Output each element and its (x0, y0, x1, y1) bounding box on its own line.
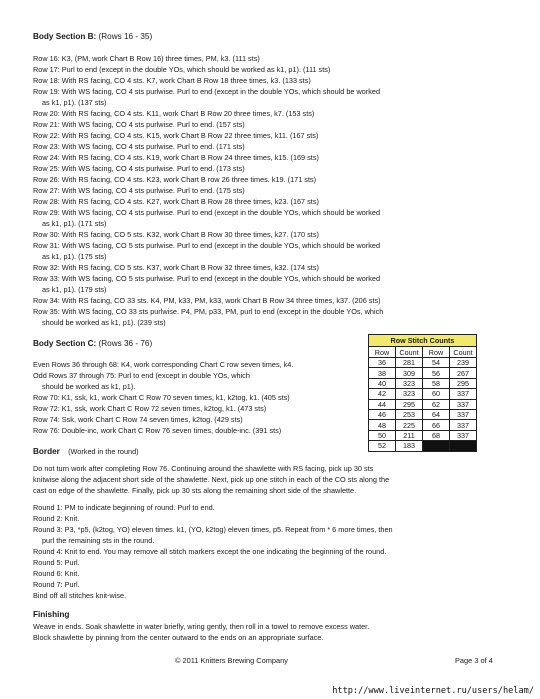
table-cell: 56 (423, 368, 450, 378)
table-title: Row Stitch Counts (369, 335, 477, 347)
table-row (369, 420, 477, 430)
pattern-line: Row 21: With WS facing, CO 4 sts purlwise. Purl to end. (157 sts) (33, 120, 245, 129)
table-cell: 295 (450, 378, 477, 388)
pattern-line: Odd Rows 37 through 75: Purl to end (except in double YOs, which (33, 371, 250, 380)
table-cell: 36 (369, 358, 396, 368)
pattern-line: Row 31: With WS facing, CO 5 sts purlwise. Purl to end (except in the double YOs, which should be worked (33, 241, 381, 250)
table-cell: 42 (369, 389, 396, 399)
table-cell: 38 (369, 368, 396, 378)
border-subtitle: (Worked in the round) (68, 447, 139, 456)
pattern-line: Row 35: With WS facing, CO 33 sts purlwise. P4, PM, p33, PM, purl to end (except in the double YOs, which (33, 307, 384, 316)
table-cell: 239 (450, 358, 477, 368)
table-row (369, 389, 477, 399)
table-cell: 40 (369, 378, 396, 388)
pattern-line: purl the remaining sts in the round. (42, 536, 155, 545)
pattern-line: Round 3: P3, *p5, (k2tog, YO) eleven times. k1, (YO, k2tog) eleven times, p5. Repeat from * 6 more times, then (33, 525, 393, 534)
pattern-line: as k1, p1). (171 sts) (42, 219, 107, 228)
pattern-line: Row 32: With RS facing, CO 5 sts. K37, work Chart B Row 32 three times, k32. (174 sts) (33, 263, 319, 272)
pattern-line: Row 76: Double-inc, work Chart C Row 76 seven times, double-inc. (391 sts) (33, 426, 282, 435)
column-header: Count (396, 347, 423, 358)
pattern-line: Row 29: With WS facing, CO 4 sts purlwise. Purl to end (except in the double YOs, which should be worked (33, 208, 381, 217)
table-cell: 62 (423, 399, 450, 409)
table-cell: 253 (396, 409, 423, 419)
section-b-rows: (Rows 16 - 35) (98, 32, 153, 41)
pattern-line: Row 20: With RS facing, CO 4 sts. K11, work Chart B Row 20 three times, k7. (153 sts) (33, 109, 315, 118)
table-cell: 337 (450, 389, 477, 399)
table-cell: 50 (369, 430, 396, 440)
table-row (369, 378, 477, 388)
pattern-line: Even Rows 36 through 68: K4, work corresponding Chart C row seven times, k4. (33, 360, 294, 369)
pattern-line: Block shawlette by pinning from the center outward to the ends on an appropriate surface. (33, 633, 324, 642)
page-number: Page 3 of 4 (455, 656, 493, 665)
border-heading (33, 447, 139, 456)
section-c-title: Body Section C: (33, 339, 97, 348)
section-c-rows: (Rows 36 - 76) (98, 339, 153, 348)
border-title: Border (33, 447, 60, 456)
row-stitch-counts-table (368, 334, 477, 452)
pattern-line: Weave in ends. Soak shawlette in water briefly, wring gently, then roll in a towel to remove excess water. (33, 622, 370, 631)
pattern-line: Round 1: PM to indicate beginning of round. Purl to end. (33, 503, 215, 512)
pattern-line: Row 19: With WS facing, CO 4 sts purlwise. Purl to end (except in the double YOs, which should be worked (33, 87, 381, 96)
table-row (369, 368, 477, 378)
table-cell: 66 (423, 420, 450, 430)
table-cell: 44 (369, 399, 396, 409)
table-cell: 337 (450, 420, 477, 430)
column-header: Row (423, 347, 450, 358)
table-cell: 267 (450, 368, 477, 378)
pattern-line: Row 24: With RS facing, CO 4 sts. K19, work Chart B Row 24 three times, k15. (169 sts) (33, 153, 319, 162)
pattern-line: Row 28: With RS facing, CO 4 sts. K27, work Chart B Row 28 three times, k23. (167 sts) (33, 197, 319, 206)
pattern-line: Round 4: Knit to end. You may remove all stitch markers except the one indicating the beginning of the round. (33, 547, 387, 556)
table-cell: 54 (423, 358, 450, 368)
table-row (369, 430, 477, 440)
section-b-title: Body Section B: (33, 32, 97, 41)
table-cell: 60 (423, 389, 450, 399)
pattern-line: Do not turn work after completing Row 76. Continuing around the shawlette with RS facing, pick up 30 sts (33, 464, 374, 473)
table-cell: 295 (396, 399, 423, 409)
table-row (369, 399, 477, 409)
pattern-line: Row 17: Purl to end (except in the double YOs, which should be worked as k1, p1). (111 sts) (33, 65, 331, 74)
table-cell: 46 (369, 409, 396, 419)
pattern-line: Row 26: With RS facing, CO 4 sts. K23, work Chart B row 26 three times. k19. (171 sts) (33, 175, 317, 184)
section-c-heading (33, 339, 152, 348)
blank-cell (423, 441, 450, 451)
pattern-line: as k1, p1). (175 sts) (42, 252, 107, 261)
table-cell: 337 (450, 399, 477, 409)
pattern-line: Row 70: K1, ssk, k1, work Chart C Row 70 seven times, k1, k2tog, k1. (405 sts) (33, 393, 290, 402)
pattern-line: Row 74: Ssk, work Chart C Row 74 seven times, k2tog. (429 sts) (33, 415, 243, 424)
pattern-line: Round 2: Knit. (33, 514, 80, 523)
table-cell: 58 (423, 378, 450, 388)
table-cell: 48 (369, 420, 396, 430)
table-cell: 281 (396, 358, 423, 368)
table-cell: 64 (423, 409, 450, 419)
pattern-line: should be worked as k1, p1). (239 sts) (42, 318, 166, 327)
pattern-line: Row 16: K3, (PM, work Chart B Row 16) three times, PM, k3. (111 sts) (33, 54, 260, 63)
table-row (369, 441, 477, 451)
table-cell: 337 (450, 409, 477, 419)
table-cell: 309 (396, 368, 423, 378)
pattern-line: Round 5: Purl. (33, 558, 80, 567)
copyright: © 2011 Knitters Brewing Company (175, 656, 288, 665)
pattern-line: as k1, p1). (137 sts) (42, 98, 107, 107)
table-cell: 52 (369, 441, 396, 451)
table-cell: 337 (450, 430, 477, 440)
table-row (369, 409, 477, 419)
watermark-url: http://www.liveinternet.ru/users/helam/ (332, 686, 534, 696)
table-row (369, 358, 477, 368)
table-cell: 183 (396, 441, 423, 451)
table-cell: 68 (423, 430, 450, 440)
section-b-heading (33, 32, 152, 41)
pattern-line: knitwise along the adjacent short side of the shawlette. Next, pick up one stitch in each of the CO sts along the (33, 475, 390, 484)
pattern-line: Row 27: With WS facing, CO 4 sts purlwise. Purl to end. (175 sts) (33, 186, 245, 195)
column-header: Row (369, 347, 396, 358)
pattern-line: Row 72: K1, ssk, work Chart C Row 72 seven times, k2tog, k1. (473 sts) (33, 404, 267, 413)
table-cell: 211 (396, 430, 423, 440)
pattern-line: cast on edge of the shawlette. Finally, pick up 30 sts along the remaining short side of the shawlette. (33, 486, 357, 495)
pattern-line: Row 33: With WS facing, CO 5 sts purlwise. Purl to end (except in the double YOs, which should be worked (33, 274, 381, 283)
pattern-line: should be worked as k1, p1). (42, 382, 136, 391)
pattern-line: as k1, p1). (179 sts) (42, 285, 107, 294)
table-cell: 323 (396, 389, 423, 399)
column-header: Count (450, 347, 477, 358)
finishing-heading: Finishing (33, 610, 70, 619)
pattern-line: Row 18: With RS facing, CO 4 sts. K7, work Chart B Row 18 three times, k3. (133 sts) (33, 76, 311, 85)
pattern-line: Row 23: With WS facing, CO 4 sts purlwise. Purl to end. (171 sts) (33, 142, 245, 151)
table-cell: 225 (396, 420, 423, 430)
pattern-line: Row 30: With RS facing, CO 5 sts. K32, work Chart B Row 30 three times, k27. (170 sts) (33, 230, 319, 239)
pattern-line: Round 7: Purl. (33, 580, 80, 589)
pattern-line: Row 22: With RS facing, CO 4 sts. K15, work Chart B Row 22 three times, k11. (167 sts) (33, 131, 319, 140)
pattern-line: Bind off all stitches knit-wise. (33, 591, 127, 600)
pattern-line: Round 6: Knit. (33, 569, 80, 578)
pattern-line: Row 34: With RS facing, CO 33 sts. K4, PM, k33, PM, k33, work Chart B Row 34 three times, k37. (206 sts) (33, 296, 381, 305)
blank-cell (450, 441, 477, 451)
table-cell: 323 (396, 378, 423, 388)
pattern-line: Row 25: With WS facing, CO 4 sts purlwise. Purl to end. (173 sts) (33, 164, 245, 173)
